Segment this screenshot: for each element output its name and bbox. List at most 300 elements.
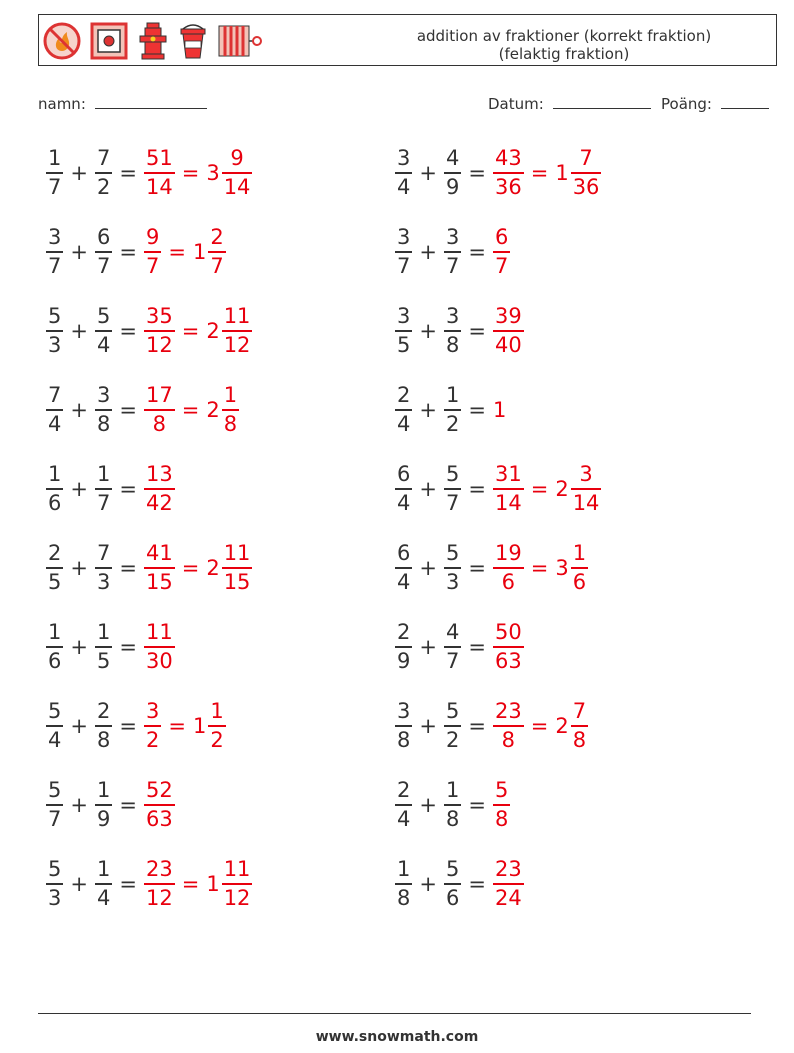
addend-1-denominator: 3	[48, 886, 62, 910]
addend-1	[395, 701, 412, 751]
addend-1	[395, 464, 412, 514]
problem-row	[46, 380, 239, 440]
plus-sign: +	[70, 556, 88, 580]
mixed-whole: 2	[206, 398, 220, 422]
answer-fraction-numerator: 9	[145, 225, 160, 249]
plus-sign: +	[70, 635, 88, 659]
answer-fraction-denominator: 63	[145, 807, 173, 831]
addend-1-denominator: 5	[397, 333, 411, 357]
problem-row	[395, 143, 601, 203]
answer-fraction-numerator: 23	[494, 857, 522, 881]
date-field[interactable]	[488, 94, 651, 113]
addend-1-numerator: 3	[397, 146, 411, 170]
mixed-fraction-numerator: 1	[572, 541, 587, 565]
mixed-fraction-bar	[222, 330, 253, 332]
plus-sign: +	[70, 161, 88, 185]
addend-1-denominator: 4	[397, 807, 411, 831]
addend-1-numerator: 2	[48, 541, 62, 565]
addend-2	[444, 385, 461, 435]
mixed-fraction	[571, 543, 588, 593]
mixed-fraction-numerator: 1	[223, 383, 238, 407]
problem-row	[395, 459, 601, 519]
addend-1-denominator: 8	[397, 886, 411, 910]
addend-2-bar	[95, 725, 112, 727]
addend-2-denominator: 2	[445, 728, 460, 752]
addend-2	[444, 543, 461, 593]
answer-fraction-numerator: 31	[494, 462, 522, 486]
addend-2-numerator: 7	[96, 146, 111, 170]
plus-sign: +	[70, 240, 88, 264]
mixed-fraction-denominator: 8	[572, 728, 587, 752]
equals-sign: =	[119, 319, 137, 343]
answer-fraction-numerator: 19	[494, 541, 522, 565]
addend-2-numerator: 2	[96, 699, 111, 723]
equals-sign: =	[468, 556, 486, 580]
addend-2-bar	[95, 804, 112, 806]
name-field[interactable]	[38, 94, 207, 113]
addend-2-bar	[444, 567, 461, 569]
mixed-fraction-denominator: 6	[572, 570, 587, 594]
answer-fraction	[144, 701, 161, 751]
answer-fraction-numerator: 13	[145, 462, 173, 486]
mixed-fraction-bar	[222, 172, 253, 174]
mixed-fraction-denominator: 14	[223, 175, 251, 199]
answer-fraction-bar	[144, 567, 175, 569]
equals-sign: =	[119, 635, 137, 659]
addend-1	[46, 701, 63, 751]
no-fire-icon	[43, 21, 81, 61]
addend-1	[395, 780, 412, 830]
answer-fraction	[493, 701, 524, 751]
addend-1-denominator: 7	[48, 175, 62, 199]
problem-row	[395, 380, 506, 440]
addend-2	[95, 227, 112, 277]
addend-2	[444, 464, 461, 514]
equals-sign-answer: =	[181, 556, 200, 580]
addend-1-bar	[46, 488, 63, 490]
addend-1	[395, 622, 412, 672]
answer-fraction-denominator: 7	[494, 254, 509, 278]
equals-sign: =	[468, 635, 486, 659]
answer-fraction	[144, 543, 175, 593]
addend-2-bar	[95, 330, 112, 332]
mixed-fraction-numerator: 11	[223, 857, 251, 881]
addend-1-numerator: 1	[48, 462, 62, 486]
equals-sign-answer: =	[168, 240, 186, 264]
mixed-fraction-numerator: 9	[230, 146, 244, 170]
addend-2-denominator: 7	[96, 491, 111, 515]
addend-1-bar	[395, 330, 412, 332]
addend-1	[46, 148, 63, 198]
addend-2	[444, 148, 461, 198]
addend-2-denominator: 7	[445, 254, 460, 278]
answer-fraction	[144, 622, 175, 672]
addend-2	[444, 227, 461, 277]
mixed-fraction-numerator: 2	[210, 225, 224, 249]
mixed-fraction-bar	[571, 567, 588, 569]
answer-fraction	[493, 622, 524, 672]
answer-fraction-numerator: 50	[494, 620, 522, 644]
mixed-fraction-denominator: 12	[223, 333, 251, 357]
addend-1-numerator: 5	[48, 857, 62, 881]
date-label: Datum:	[488, 95, 544, 113]
addend-2-numerator: 1	[96, 620, 111, 644]
answer-fraction-numerator: 52	[145, 778, 173, 802]
answer-fraction-bar	[493, 488, 524, 490]
equals-sign-answer: =	[530, 556, 549, 580]
addend-1-bar	[46, 646, 63, 648]
addend-1-numerator: 3	[397, 699, 411, 723]
answer-fraction-denominator: 40	[494, 333, 522, 357]
answer-fraction-denominator: 63	[494, 649, 522, 673]
answer-fraction-denominator: 36	[494, 175, 522, 199]
addend-1-denominator: 3	[48, 333, 62, 357]
mixed-whole: 2	[206, 556, 220, 580]
addend-1-numerator: 1	[397, 857, 411, 881]
addend-1-denominator: 4	[48, 728, 62, 752]
addend-2-denominator: 9	[96, 807, 111, 831]
answer-fraction-bar	[144, 488, 175, 490]
addend-2-denominator: 6	[445, 886, 460, 910]
addend-2-bar	[95, 883, 112, 885]
answer-fraction-bar	[493, 804, 510, 806]
plus-sign: +	[419, 556, 437, 580]
mixed-fraction	[571, 701, 588, 751]
equals-sign-answer: =	[530, 161, 549, 185]
addend-2	[95, 780, 112, 830]
problem-row	[46, 696, 226, 756]
addend-2-denominator: 9	[445, 175, 460, 199]
problem-row	[46, 459, 175, 519]
mixed-fraction-numerator: 11	[223, 541, 251, 565]
answer-fraction	[493, 148, 524, 198]
addend-1-numerator: 1	[48, 146, 62, 170]
addend-2-bar	[95, 409, 112, 411]
equals-sign: =	[119, 872, 137, 896]
problem-row	[395, 538, 588, 598]
answer-fraction	[144, 385, 175, 435]
addend-1-denominator: 7	[48, 254, 62, 278]
mixed-fraction-numerator: 11	[223, 304, 251, 328]
equals-sign-answer: =	[181, 319, 200, 343]
mixed-fraction-numerator: 7	[579, 146, 593, 170]
addend-1-bar	[46, 567, 63, 569]
plus-sign: +	[419, 398, 437, 422]
answer-fraction-denominator: 7	[145, 254, 160, 278]
addend-2-bar	[444, 409, 461, 411]
mixed-whole: 1	[555, 161, 569, 185]
addend-2-numerator: 3	[445, 304, 460, 328]
mixed-fraction-denominator: 2	[210, 728, 224, 752]
equals-sign: =	[119, 793, 137, 817]
name-line[interactable]	[95, 94, 207, 109]
equals-sign-answer: =	[530, 714, 549, 738]
addend-2	[444, 306, 461, 356]
addend-1-numerator: 1	[48, 620, 62, 644]
answer-fraction-numerator: 6	[494, 225, 509, 249]
addend-1-denominator: 8	[397, 728, 411, 752]
answer-fraction-bar	[493, 883, 524, 885]
answer-fraction-denominator: 6	[501, 570, 516, 594]
answer-fraction-denominator: 2	[145, 728, 160, 752]
addend-2-bar	[444, 883, 461, 885]
addend-1-denominator: 7	[48, 807, 62, 831]
mixed-whole: 3	[206, 161, 220, 185]
addend-1-numerator: 6	[397, 541, 411, 565]
addend-1	[46, 464, 63, 514]
answer-whole: 1	[492, 398, 507, 422]
addend-1-denominator: 5	[48, 570, 62, 594]
answer-fraction-bar	[144, 804, 175, 806]
addend-1	[395, 385, 412, 435]
addend-2-bar	[444, 172, 461, 174]
addend-2-numerator: 6	[96, 225, 111, 249]
mixed-whole: 1	[192, 714, 207, 738]
score-line[interactable]	[721, 94, 769, 109]
addend-2-numerator: 1	[96, 857, 111, 881]
fire-hose-icon	[217, 21, 263, 61]
addend-1-denominator: 6	[48, 649, 62, 673]
addend-1-numerator: 6	[397, 462, 411, 486]
addend-2-bar	[95, 488, 112, 490]
answer-fraction	[144, 859, 175, 909]
answer-fraction-numerator: 11	[145, 620, 173, 644]
fire-hydrant-icon	[137, 21, 169, 61]
footer-url: www.snowmath.com	[315, 1029, 479, 1045]
addend-1	[46, 385, 63, 435]
addend-1-bar	[395, 725, 412, 727]
addend-2-bar	[444, 725, 461, 727]
addend-1-numerator: 2	[397, 620, 411, 644]
equals-sign: =	[468, 240, 486, 264]
answer-fraction-denominator: 8	[494, 807, 509, 831]
equals-sign: =	[119, 398, 137, 422]
addend-1-bar	[46, 409, 63, 411]
answer-fraction-numerator: 23	[145, 857, 173, 881]
answer-fraction	[493, 543, 524, 593]
addend-2-denominator: 2	[96, 175, 111, 199]
addend-1-denominator: 7	[397, 254, 411, 278]
addend-2	[95, 859, 112, 909]
addend-2	[95, 464, 112, 514]
plus-sign: +	[419, 872, 437, 896]
mixed-fraction	[208, 227, 225, 277]
answer-fraction-bar	[493, 725, 524, 727]
problem-row	[46, 222, 226, 282]
addend-2-numerator: 5	[445, 541, 460, 565]
plus-sign: +	[419, 793, 437, 817]
plus-sign: +	[419, 240, 437, 264]
problem-row	[46, 775, 175, 835]
mixed-fraction-bar	[571, 172, 602, 174]
addend-2	[95, 622, 112, 672]
problem-row	[395, 222, 510, 282]
addend-2-bar	[444, 804, 461, 806]
fire-bucket-icon	[177, 21, 209, 61]
mixed-fraction	[222, 148, 253, 198]
mixed-fraction-bar	[571, 488, 602, 490]
mixed-fraction	[222, 859, 253, 909]
mixed-whole: 2	[555, 714, 569, 738]
mixed-fraction-bar	[208, 725, 225, 727]
addend-1-bar	[395, 883, 412, 885]
answer-fraction-bar	[144, 646, 175, 648]
answer-fraction	[493, 306, 524, 356]
addend-2-numerator: 1	[96, 778, 111, 802]
mixed-fraction-denominator: 36	[572, 175, 600, 199]
equals-sign-answer: =	[181, 161, 200, 185]
answer-fraction-denominator: 14	[145, 175, 173, 199]
addend-1-bar	[46, 804, 63, 806]
answer-fraction-denominator: 12	[145, 333, 173, 357]
addend-2-numerator: 1	[96, 462, 111, 486]
addend-2-numerator: 4	[445, 146, 460, 170]
answer-fraction-denominator: 30	[145, 649, 173, 673]
problem-row	[46, 854, 252, 914]
problem-row	[46, 538, 252, 598]
addend-2-denominator: 4	[96, 333, 111, 357]
date-line[interactable]	[553, 94, 651, 109]
addend-1-bar	[46, 330, 63, 332]
answer-fraction-bar	[493, 646, 524, 648]
mixed-whole: 3	[555, 556, 569, 580]
equals-sign-answer: =	[168, 714, 186, 738]
answer-fraction-numerator: 43	[494, 146, 522, 170]
addend-1-numerator: 3	[48, 225, 62, 249]
equals-sign: =	[468, 398, 486, 422]
mixed-fraction-numerator: 3	[579, 462, 593, 486]
answer-fraction	[493, 464, 524, 514]
addend-2-numerator: 5	[445, 699, 460, 723]
problem-row	[46, 143, 252, 203]
addend-1-denominator: 4	[397, 175, 411, 199]
addend-1-denominator: 4	[48, 412, 62, 436]
answer-fraction	[493, 227, 510, 277]
worksheet-header	[38, 14, 777, 66]
answer-fraction	[144, 780, 175, 830]
score-field[interactable]	[661, 94, 769, 113]
addend-1	[46, 306, 63, 356]
addend-1-denominator: 4	[397, 570, 411, 594]
mixed-fraction-numerator: 7	[572, 699, 587, 723]
plus-sign: +	[70, 398, 88, 422]
problem-row	[395, 301, 524, 361]
addend-1-numerator: 2	[397, 383, 411, 407]
addend-2	[444, 701, 461, 751]
plus-sign: +	[419, 714, 437, 738]
answer-fraction-bar	[493, 251, 510, 253]
answer-fraction	[144, 148, 175, 198]
addend-1-denominator: 6	[48, 491, 62, 515]
addend-2-numerator: 3	[96, 383, 111, 407]
addend-2	[95, 148, 112, 198]
answer-fraction-bar	[493, 567, 524, 569]
addend-2-bar	[444, 330, 461, 332]
addend-1-numerator: 3	[397, 225, 411, 249]
addend-1-numerator: 7	[48, 383, 62, 407]
addend-2-denominator: 4	[96, 886, 111, 910]
answer-fraction-denominator: 15	[145, 570, 173, 594]
plus-sign: +	[419, 635, 437, 659]
addend-2	[95, 306, 112, 356]
addend-1-denominator: 4	[397, 491, 411, 515]
addend-2-bar	[95, 567, 112, 569]
mixed-whole: 1	[206, 872, 220, 896]
addend-1-bar	[395, 409, 412, 411]
equals-sign-answer: =	[181, 872, 200, 896]
addend-2-bar	[95, 172, 112, 174]
addend-2-denominator: 7	[445, 491, 460, 515]
addend-1-bar	[395, 646, 412, 648]
answer-fraction-numerator: 3	[145, 699, 160, 723]
addend-1	[395, 148, 412, 198]
name-label: namn:	[38, 95, 86, 113]
mixed-fraction	[571, 148, 602, 198]
title-line-2: (felaktig fraktion)	[498, 45, 630, 63]
addend-1	[395, 859, 412, 909]
fire-alarm-icon	[89, 21, 129, 61]
mixed-fraction-bar	[222, 883, 253, 885]
answer-fraction-denominator: 42	[145, 491, 173, 515]
mixed-fraction	[571, 464, 602, 514]
answer-fraction-bar	[493, 172, 524, 174]
addend-1-bar	[46, 251, 63, 253]
addend-1-bar	[395, 251, 412, 253]
header-icons	[43, 21, 263, 61]
equals-sign-answer: =	[530, 477, 549, 501]
mixed-fraction-denominator: 8	[223, 412, 238, 436]
addend-2	[444, 859, 461, 909]
plus-sign: +	[70, 319, 88, 343]
equals-sign-answer: =	[181, 398, 200, 422]
mixed-fraction-bar	[208, 251, 225, 253]
addend-2-denominator: 7	[445, 649, 460, 673]
addend-1	[395, 227, 412, 277]
addend-1-bar	[46, 725, 63, 727]
addend-2-numerator: 1	[445, 383, 460, 407]
addend-2-numerator: 5	[445, 857, 460, 881]
addend-2-numerator: 5	[445, 462, 460, 486]
equals-sign: =	[468, 477, 486, 501]
addend-1-numerator: 3	[397, 304, 411, 328]
answer-fraction-bar	[493, 330, 524, 332]
answer-fraction	[493, 859, 524, 909]
equals-sign: =	[468, 872, 486, 896]
mixed-fraction-bar	[222, 409, 239, 411]
addend-1-bar	[46, 172, 63, 174]
addend-2-bar	[95, 646, 112, 648]
addend-1-denominator: 4	[397, 412, 411, 436]
addend-2-numerator: 3	[445, 225, 460, 249]
addend-2-denominator: 2	[445, 412, 460, 436]
addend-2-bar	[95, 251, 112, 253]
answer-fraction-denominator: 12	[145, 886, 173, 910]
addend-2-numerator: 7	[96, 541, 111, 565]
equals-sign: =	[119, 556, 137, 580]
mixed-fraction	[222, 543, 253, 593]
addend-2	[444, 780, 461, 830]
addend-2-numerator: 1	[445, 778, 460, 802]
answer-fraction-numerator: 39	[494, 304, 522, 328]
problem-row	[395, 696, 588, 756]
addend-1	[46, 780, 63, 830]
addend-1-denominator: 9	[397, 649, 411, 673]
addend-2-denominator: 7	[96, 254, 111, 278]
mixed-fraction	[222, 385, 239, 435]
addend-2-denominator: 8	[96, 728, 111, 752]
footer-divider	[38, 1013, 751, 1014]
plus-sign: +	[70, 714, 88, 738]
